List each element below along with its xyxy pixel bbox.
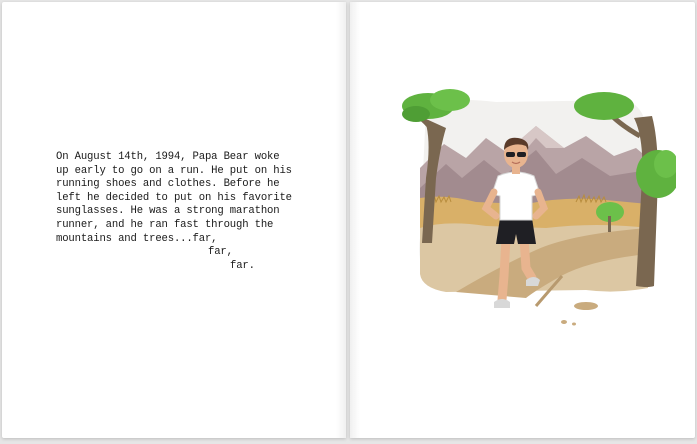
small-bush-stem (608, 216, 611, 232)
story-line: sunglasses. He was a strong marathon (56, 205, 280, 218)
gutter-shadow (336, 2, 346, 438)
story-line: left he decided to put on his favorite (56, 191, 292, 204)
gutter-shadow (350, 2, 360, 438)
left-page (2, 2, 346, 438)
story-line: up early to go on a run. He put on his (56, 164, 292, 177)
sunglasses (517, 152, 526, 157)
runner-illustration (386, 78, 676, 328)
runner-shoe (494, 299, 510, 308)
left-tree-canopy (402, 106, 430, 122)
dust-puff (572, 323, 576, 326)
right-page (350, 2, 695, 438)
sunglasses (506, 152, 515, 157)
story-line: mountains and trees...far, (56, 232, 218, 245)
story-line-far: far. (230, 259, 255, 272)
story-line: running shoes and clothes. Before he (56, 178, 280, 191)
dust-puff (574, 302, 598, 310)
story-text (56, 151, 318, 273)
left-tree-canopy (430, 89, 470, 111)
right-tree-canopy (574, 92, 634, 120)
story-line: runner, and he ran fast through the (56, 218, 274, 231)
dust-puff (561, 320, 567, 324)
runner-leg (502, 238, 506, 300)
story-line-far: far, (208, 246, 233, 259)
story-line: On August 14th, 1994, Papa Bear woke (56, 151, 280, 163)
